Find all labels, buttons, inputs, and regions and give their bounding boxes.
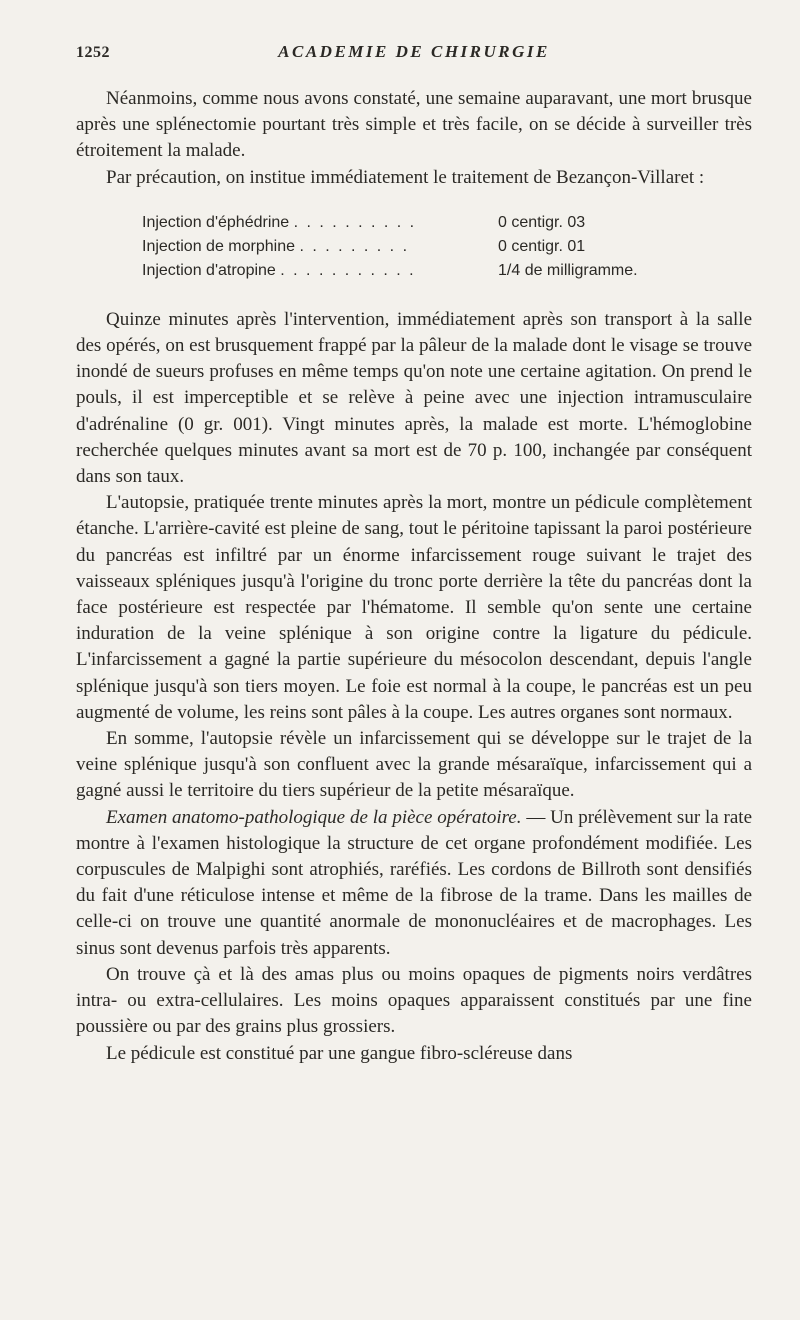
treatment-name: Injection de morphine . . . . . . . . . [142,237,410,255]
page-number: 1252 [76,44,110,61]
article-body [76,86,752,1067]
treatment-row [142,259,752,283]
paragraph: L'autopsie, pratiquée trente minutes après la mort, montre un pédicule complètement étanche. L'arrière-cavité est pleine de sang, tout le péritoine tapissant la paroi postérieure du pancréas est infiltré par un énorme infarcissement rouge suivant le trajet des vaisseaux spléniques jusqu'à l'origine du tronc porte derrière la tête du pancréas dont la face postérieure est respectée par l'hématome. Il semble qu'on sente une certaine induration de la veine splénique à son origine contre la ligature du pédicule. L'infarcissement a gagné la partie supérieure du mésocolon descendant, depuis l'angle splénique jusqu'à son tiers moyen. Le foie est normal à la coupe, le pancréas est un peu augmenté de volume, les reins sont pâles à la coupe. Les autres organes sont normaux. [76,492,752,723]
treatment-name: Injection d'éphédrine . . . . . . . . . . [142,213,417,231]
treatment-dose: 0 centigr. 03 [498,213,586,231]
treatment-name: Injection d'atropine . . . . . . . . . . . [142,261,416,279]
paragraph: Par précaution, on institue immédiatement le traitement de Bezançon-Villaret : [106,166,705,188]
paragraph: Le pédicule est constitué par une gangue fibro-scléreuse dans [106,1042,573,1064]
paragraph: On trouve çà et là des amas plus ou moins opaques de pigments noirs verdâtres intra- ou extra-cellulaires. Les moins opaques apparaissent constitués par une fine poussière ou par des grains plus grossiers. [76,963,752,1038]
section-lead: Examen anatomo-pathologique de la pièce opératoire. [106,806,522,828]
paragraph: Quinze minutes après l'intervention, immédiatement après son transport à la salle des opérés, on est brusquement frappé par la pâleur de la malade dont le visage se trouve inondé de sueurs profuses en même temps qu'on note une certaine agitation. On prend le pouls, il est imperceptible et se relève à peine avec une injection intramusculaire d'adrénaline (0 gr. 001). Vingt minutes après, la malade est morte. L'hémoglobine recherchée quelques minutes avant sa mort est de 70 p. 100, inchangée par conséquent dans son taux. [76,308,752,488]
journal-title: ACADEMIE DE CHIRURGIE [278,42,550,61]
treatment-dose: 0 centigr. 01 [498,237,586,255]
treatment-list [142,211,752,283]
paragraph: Examen anatomo-pathologique de la pièce opératoire. — Un prélèvement sur la rate montre à l'examen histologique la structure de cet organe profondément modifiée. Les corpuscules de Malpighi sont atrophiés, raréfiés. Les cordons de Billroth sont densifiés du fait d'une réticulose intense et même de la fibrose de la trame. Dans les mailles de celle-ci on trouve une quantité anormale de mononucléaires et de macrophages. Les sinus sont devenus parfois très apparents. [76,806,752,959]
paragraph: Néanmoins, comme nous avons constaté, une semaine auparavant, une mort brusque après une splénectomie pourtant très simple et très facile, on se décide à surveiller très étroitement la malade. [76,88,752,162]
running-head [76,40,752,70]
treatment-dose: 1/4 de milligramme. [498,261,638,279]
paragraph: En somme, l'autopsie révèle un infarcissement qui se développe sur le trajet de la veine splénique jusqu'à son confluent avec la grande mésaraïque, infarcissement qui a gagné aussi le territoire du tiers supérieur de la petite mésaraïque. [76,728,752,802]
treatment-row [142,211,752,235]
treatment-row [142,235,752,259]
